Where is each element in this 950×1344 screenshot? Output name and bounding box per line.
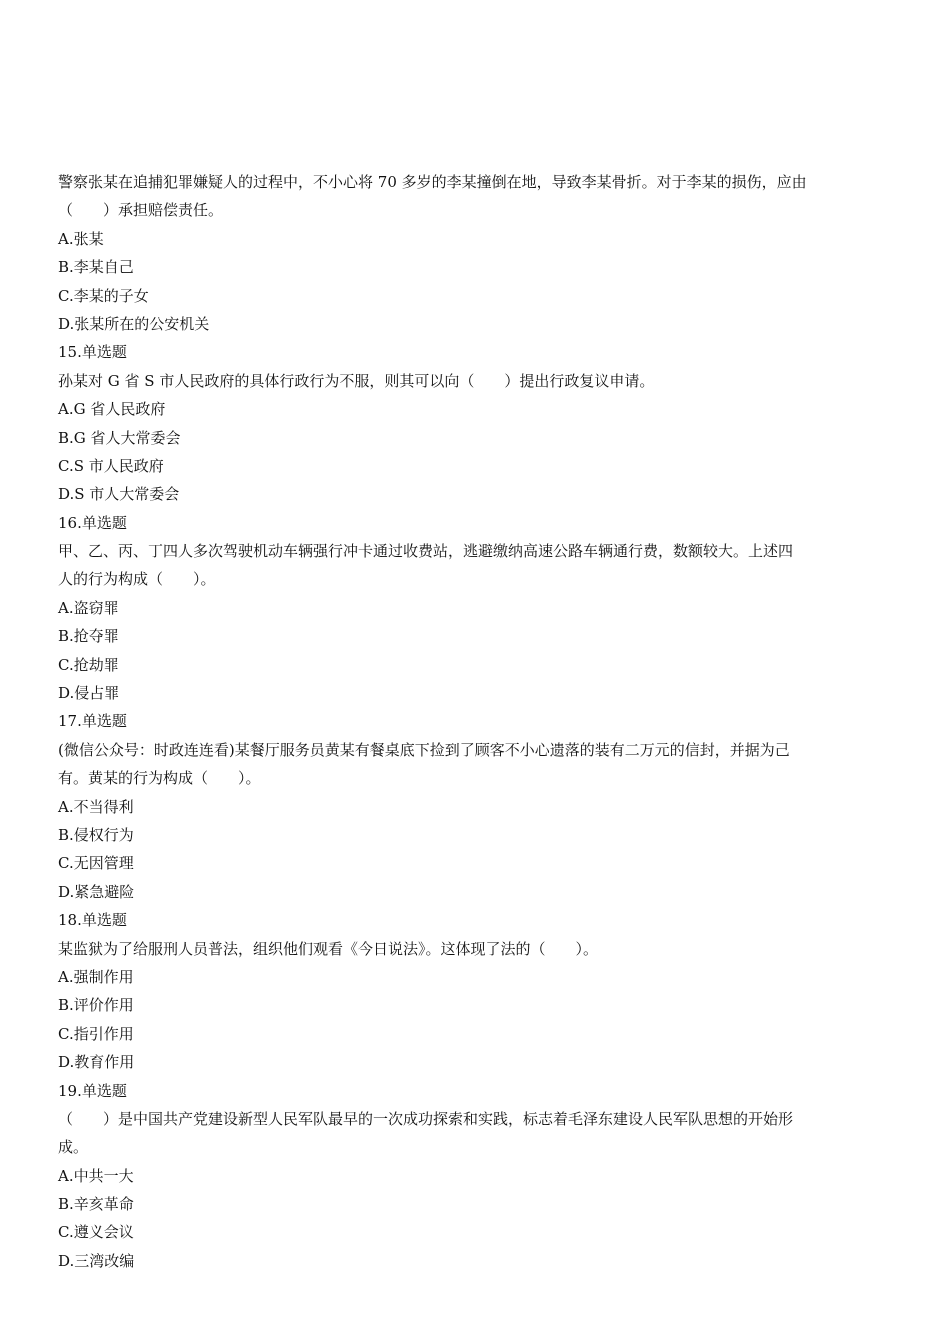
question-stem-line: (微信公众号：时政连连看)某餐厅服务员黄某有餐桌底下捡到了顾客不小心遗落的装有二万元的信封，并据为己	[58, 740, 790, 759]
option-c: C.抢劫罪	[58, 655, 119, 674]
question-15	[58, 338, 890, 508]
question-stem-line: 警察张某在追捕犯罪嫌疑人的过程中，不小心将 70 多岁的李某撞倒在地，导致李某骨折。对于李某的损伤，应由	[58, 173, 807, 191]
question-19	[58, 1077, 890, 1276]
option-d: D.三湾改编	[58, 1251, 135, 1270]
option-d: D.侵占罪	[58, 684, 120, 703]
question-16	[58, 509, 890, 708]
question-stem-line: （ ）是中国共产党建设新型人民军队最早的一次成功探索和实践，标志着毛泽东建设人民军队思想的开始形	[58, 1109, 794, 1128]
question-stem-line: （ ）承担赔偿责任。	[58, 201, 224, 220]
option-a: A.中共一大	[58, 1166, 134, 1185]
question-stem-line: 某监狱为了给服刑人员普法，组织他们观看《今日说法》。这体现了法的（ ）。	[58, 939, 599, 958]
option-a: A.G 省人民政府	[58, 400, 166, 419]
question-stem-line: 人的行为构成（ ）。	[58, 570, 216, 589]
question-18	[58, 906, 890, 1076]
option-c: C.遵义会议	[58, 1223, 134, 1242]
option-b: B.G 省人大常委会	[58, 428, 181, 447]
option-c: C.S 市人民政府	[58, 456, 164, 475]
option-a: A.盗窃罪	[58, 598, 119, 617]
question-stem-line: 有。黄某的行为构成（ ）。	[58, 769, 261, 788]
option-c: C.无因管理	[58, 854, 134, 873]
question-14	[58, 168, 890, 338]
question-stem-line: 成。	[58, 1138, 89, 1157]
question-17	[58, 707, 890, 906]
question-header: 17.单选题	[58, 712, 127, 731]
document-page	[58, 168, 890, 1275]
question-stem-line: 孙某对 G 省 S 市人民政府的具体行政行为不服，则其可以向（ ）提出行政复议申请。	[58, 371, 655, 390]
question-header: 19.单选题	[58, 1081, 127, 1100]
option-a: A.张某	[58, 229, 104, 248]
question-header: 16.单选题	[58, 513, 127, 532]
option-b: B.辛亥革命	[58, 1195, 134, 1214]
option-d: D.S 市人大常委会	[58, 485, 180, 504]
option-b: B.侵权行为	[58, 825, 134, 844]
option-b: B.评价作用	[58, 996, 134, 1015]
option-d: D.教育作用	[58, 1053, 135, 1072]
option-b: B.李某自己	[58, 258, 134, 277]
option-b: B.抢夺罪	[58, 627, 119, 646]
option-a: A.强制作用	[58, 967, 134, 986]
option-d: D.紧急避险	[58, 882, 135, 901]
question-header: 18.单选题	[58, 911, 127, 930]
option-a: A.不当得利	[58, 797, 134, 816]
option-c: C.指引作用	[58, 1024, 134, 1043]
option-c: C.李某的子女	[58, 286, 149, 305]
question-header: 15.单选题	[58, 343, 127, 362]
option-d: D.张某所在的公安机关	[58, 314, 210, 333]
question-stem-line: 甲、乙、丙、丁四人多次驾驶机动车辆强行冲卡通过收费站，逃避缴纳高速公路车辆通行费，数额较大。上述四	[58, 542, 794, 561]
